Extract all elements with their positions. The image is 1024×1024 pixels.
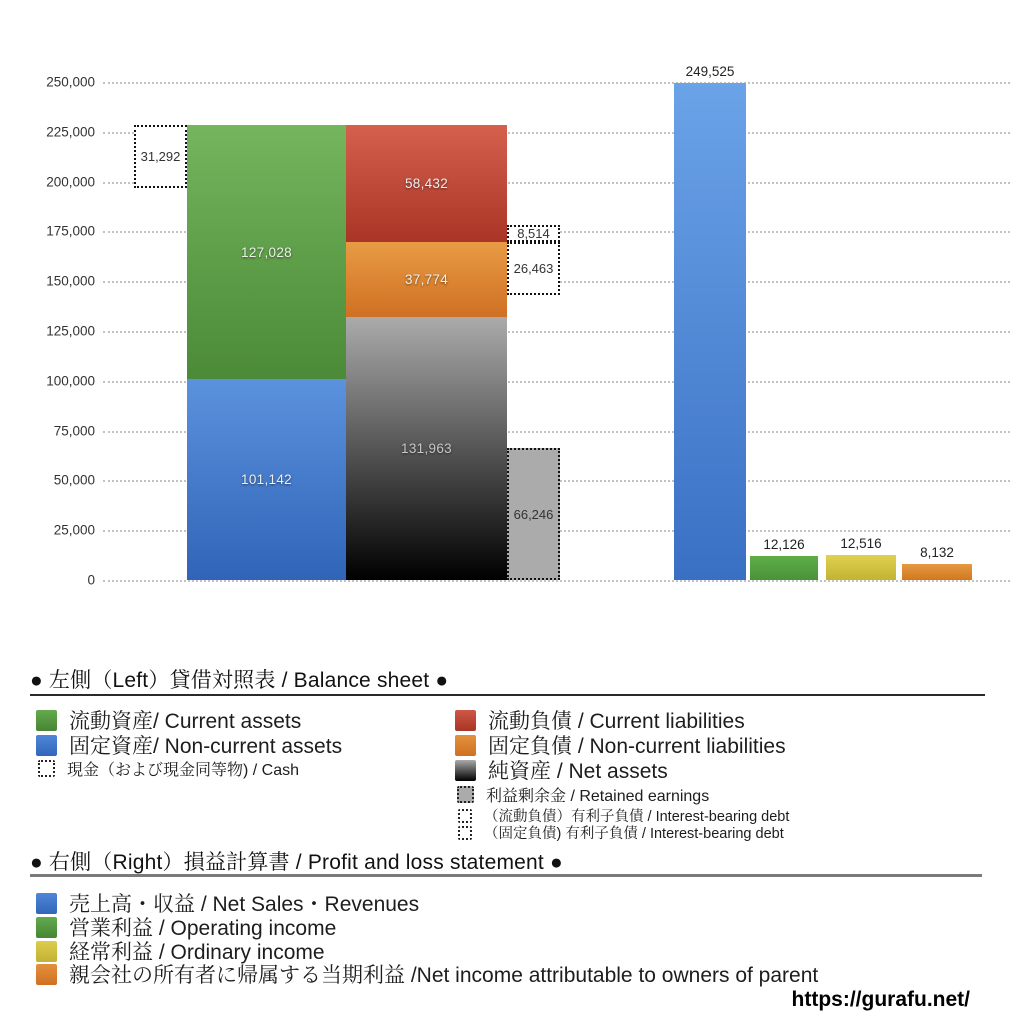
net-sales-swatch-icon	[36, 893, 57, 914]
annotation-value-retained-earnings: 66,246	[513, 506, 554, 522]
current-liabilities-swatch-icon	[455, 710, 476, 731]
annotation-box-retained-earnings	[507, 448, 560, 580]
site-url: https://gurafu.net/	[791, 988, 970, 1011]
balance-sheet-legend-rule	[30, 694, 985, 696]
y-axis-tick-label: 25,000	[53, 522, 95, 538]
current-assets-swatch-icon	[36, 710, 57, 731]
legend-label-non-current-liabilities: 固定負債 / Non-current liabilities	[488, 735, 786, 758]
y-axis-tick-label: 250,000	[46, 74, 95, 90]
legend-label-operating-income: 営業利益 / Operating income	[69, 917, 337, 940]
gridline	[103, 82, 1010, 84]
bar-value-net-income: 8,132	[920, 544, 954, 560]
y-axis-tick-label: 225,000	[46, 124, 95, 140]
legend-item-cash	[38, 757, 299, 780]
annotation-box-ibd-current	[507, 225, 560, 242]
bar-value-current-liabilities: 58,432	[404, 176, 449, 192]
legend-label-ibd-current: （流動負債）有利子負債 / Interest-bearing debt	[484, 809, 790, 825]
pl-legend-rule	[30, 874, 982, 877]
legend-label-cash: 現金（および現金同等物) / Cash	[67, 762, 300, 779]
net-assets-swatch-icon	[455, 760, 476, 781]
bar-value-net-assets: 131,963	[401, 441, 452, 457]
legend-label-ordinary-income: 経常利益 / Ordinary income	[69, 941, 325, 964]
retained-earnings-swatch-icon	[457, 786, 474, 803]
y-axis-tick-label: 200,000	[46, 174, 95, 190]
bar-value-non-current-liabilities: 37,774	[404, 271, 449, 287]
bar-value-current-assets: 127,028	[241, 244, 292, 260]
legend-label-retained-earnings: 利益剰余金 / Retained earnings	[486, 788, 710, 805]
annotation-value-ibd-current: 8,514	[517, 225, 550, 241]
gridline	[103, 580, 1010, 582]
bar-segment-non-current-assets	[187, 379, 346, 580]
legend-item-net-income	[36, 959, 818, 989]
y-axis-tick-label: 175,000	[46, 223, 95, 239]
annotation-box-cash	[134, 125, 187, 187]
annotation-value-cash: 31,292	[140, 149, 181, 165]
bar-value-non-current-assets: 101,142	[241, 471, 292, 487]
non-current-liabilities-swatch-icon	[455, 735, 476, 756]
ibd-non-current-swatch-icon	[458, 826, 472, 840]
bar-segment-current-assets	[187, 125, 346, 378]
balance-sheet-legend-title: ● 左側（Left）貸借対照表 / Balance sheet ●	[30, 669, 449, 692]
legend-item-non-current-assets	[36, 730, 342, 760]
bar-value-ordinary-income: 12,516	[840, 536, 882, 552]
legend-label-net-income: 親会社の所有者に帰属する当期利益 /Net income attributable to owners of parent	[69, 964, 819, 987]
bar-ordinary-income	[826, 555, 896, 580]
legend-label-net-assets: 純資産 / Net assets	[488, 760, 668, 783]
y-axis-tick-label: 50,000	[53, 472, 95, 488]
operating-income-swatch-icon	[36, 917, 57, 938]
bar-segment-current-liabilities	[346, 125, 507, 241]
y-axis-tick-label: 125,000	[46, 323, 95, 339]
bar-net-income	[902, 564, 972, 580]
bar-segment-non-current-liabilities	[346, 242, 507, 317]
cash-swatch-icon	[38, 760, 55, 777]
annotation-value-ibd-non-current: 26,463	[513, 260, 554, 276]
bar-net-sales	[674, 83, 746, 580]
legend-label-current-assets: 流動資産/ Current assets	[69, 710, 302, 733]
legend-item-retained-earnings	[457, 783, 709, 806]
y-axis-tick-label: 0	[87, 572, 95, 588]
legend-label-non-current-assets: 固定資産/ Non-current assets	[69, 735, 343, 758]
bar-value-net-sales: 249,525	[685, 63, 735, 79]
bar-segment-net-assets	[346, 317, 507, 580]
legend-label-current-liabilities: 流動負債 / Current liabilities	[488, 710, 745, 733]
legend-label-net-sales: 売上高・収益 / Net Sales・Revenues	[69, 893, 420, 916]
pl-legend-title: ● 右側（Right）損益計算書 / Profit and loss statement ●	[30, 851, 563, 874]
legend-label-ibd-non-current: （固定負債) 有利子負債 / Interest-bearing debt	[484, 826, 784, 842]
legend-item-net-assets	[455, 755, 668, 785]
y-axis-tick-label: 75,000	[53, 423, 95, 439]
legend-item-ibd-non-current	[458, 822, 784, 843]
non-current-assets-swatch-icon	[36, 735, 57, 756]
ibd-current-swatch-icon	[458, 809, 472, 823]
annotation-box-ibd-non-current	[507, 242, 560, 295]
y-axis-tick-label: 100,000	[46, 373, 95, 389]
net-income-swatch-icon	[36, 964, 57, 985]
bar-value-operating-income: 12,126	[763, 536, 805, 552]
y-axis-tick-label: 150,000	[46, 273, 95, 289]
bar-operating-income	[750, 556, 818, 580]
